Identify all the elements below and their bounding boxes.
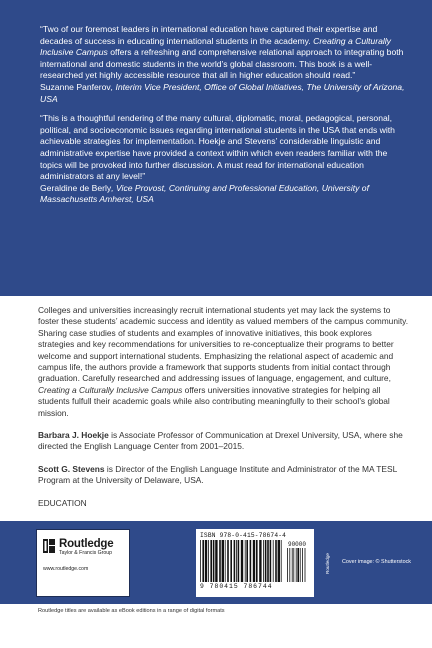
barcode-addon <box>287 541 307 582</box>
quote-1-text-end: offers a refreshing and comprehensive relational approach to integrating both international and domestic students in the world’s global classroom. This book is a well-researched yet highly accessible resource that all in higher education should read.” <box>40 47 404 81</box>
barcode-bar <box>296 548 297 582</box>
barcode-bar <box>208 540 209 582</box>
barcode-bar <box>236 540 237 582</box>
barcode-bar <box>200 540 201 582</box>
publisher-group: Taylor & Francis Group <box>59 550 113 556</box>
barcode-bar <box>227 540 229 582</box>
quote-2-author-role: , Vice Provost, Continuing and Professional Education, University of Massachusetts Amherst, USA <box>40 182 369 205</box>
barcode-bar <box>302 548 303 582</box>
publisher-logo <box>43 538 123 557</box>
description-book-title: Creating a Culturally Inclusive Campus <box>38 384 183 395</box>
endorsement-quote-1 <box>40 24 410 105</box>
subject-category: EDUCATION <box>38 497 87 508</box>
barcode-bar <box>297 548 299 582</box>
isbn-label: ISBN 978-0-415-78674-4 <box>200 532 287 539</box>
barcode-bar <box>275 540 277 582</box>
barcode-bar <box>263 540 264 582</box>
publisher-name: Routledge <box>59 538 114 550</box>
barcode-bar <box>202 540 204 582</box>
barcode-bar <box>234 540 236 582</box>
author-2-name: Scott G. Stevens <box>38 463 105 474</box>
barcode-bar <box>287 548 288 582</box>
quote-1-author-role: , Interim Vice President, Office of Global Initiatives, The University of Arizona, USA <box>40 81 405 104</box>
barcode-bar <box>259 540 261 582</box>
barcode-bar <box>205 540 207 582</box>
vertical-brand-label: Routledge <box>324 552 330 574</box>
author-2-bio: is Director of the English Language Institute and Administrator of the MA TESL Program at the University of Delaware, USA. <box>38 463 397 486</box>
addon-barcode-bars <box>287 548 307 582</box>
barcode-number: 9 780415 786744 <box>200 583 273 590</box>
quote-1-text-start: “Two of our foremost leaders in international education have captured their expertise and decades of success in educating international students in the academy. <box>40 24 378 46</box>
barcode-bar <box>241 540 243 582</box>
quote-2-author: Geraldine de Berly <box>40 182 112 193</box>
barcode-bar <box>281 540 282 582</box>
barcode-bar <box>213 540 215 582</box>
addon-number: 90000 <box>287 541 306 548</box>
barcode-bar <box>238 540 240 582</box>
barcode-bar <box>250 540 252 582</box>
routledge-mark-icon <box>43 539 55 553</box>
barcode-bar <box>245 540 246 582</box>
publisher-logo-box <box>36 529 130 597</box>
barcode-bar <box>300 548 301 582</box>
barcode-bar <box>219 540 221 582</box>
description-text-start: Colleges and universities increasingly recruit international students yet may lack the systems to foster these students’ academic success and identity as valued members of the campus community. Sharing case studies of students and examples of innovative initiatives, this book explores strategies and key recommendations for universities to re-conceptualize their programs to better welcome and support international students. Emphasizing the relational aspect of academic and campus life, the authors provide a framework that supports students from initial contact through graduation. Carefully researched and addressing issues of language, engagement, and culture, <box>38 305 409 384</box>
barcode-bar <box>267 540 269 582</box>
author-bio-1 <box>38 430 410 453</box>
barcode-bar <box>305 548 306 582</box>
endorsements-panel <box>0 0 432 296</box>
quote-1-author: Suzanne Panferov <box>40 81 111 92</box>
ebook-footer-note: Routledge titles are available as eBook editions in a range of digital formats <box>38 608 225 614</box>
barcode-bar <box>273 540 274 582</box>
endorsement-quote-2 <box>40 113 410 206</box>
vertical-brand-text <box>322 536 332 590</box>
barcode-bar <box>270 540 272 582</box>
cover-image-credit: Cover image: © Shutterstock <box>342 559 411 565</box>
isbn-barcode <box>196 529 314 597</box>
book-description <box>38 305 410 419</box>
barcode-bar <box>222 540 224 582</box>
barcode-bar <box>210 540 212 582</box>
ean-barcode-bars <box>200 540 284 582</box>
quote-2-text: “This is a thoughtful rendering of the many cultural, diplomatic, moral, pedagogical, personal, political, and socioeconomic issues regarding international students in the USA that ends with achievable strategies for implementation. Hoekje and Stevens’ considerable linguistic and administrative expertise have provided a context within which even readers familiar with the topics will be provoked into further discussion. A must read for international education administrators at any level!” <box>40 113 395 182</box>
barcode-bar <box>289 548 290 582</box>
quote-1-book-title: Creating a Culturally Inclusive Campus <box>40 35 391 58</box>
barcode-bar <box>246 540 248 582</box>
back-cover-body <box>38 305 410 520</box>
barcode-bar <box>230 540 232 582</box>
barcode-bars-row <box>200 540 310 582</box>
publisher-website: www.routledge.com <box>43 566 89 572</box>
barcode-bar <box>253 540 255 582</box>
barcode-bar <box>265 540 267 582</box>
barcode-bar <box>256 540 258 582</box>
description-text-end: offers universities innovative strategies for helping all students fulfull their academic goals while also contributing meaningfully to their school’s global mission. <box>38 384 390 418</box>
author-1-bio: is Associate Professor of Communication at Drexel University, USA, where she directed the English Language Center from 2001–2015. <box>38 430 403 452</box>
barcode-bar <box>215 540 217 582</box>
barcode-bar <box>278 540 280 582</box>
barcode-bar <box>292 548 293 582</box>
barcode-bar <box>225 540 226 582</box>
author-bio-2 <box>38 464 410 487</box>
author-1-name: Barbara J. Hoekje <box>38 430 109 441</box>
barcode-bar <box>293 548 294 582</box>
